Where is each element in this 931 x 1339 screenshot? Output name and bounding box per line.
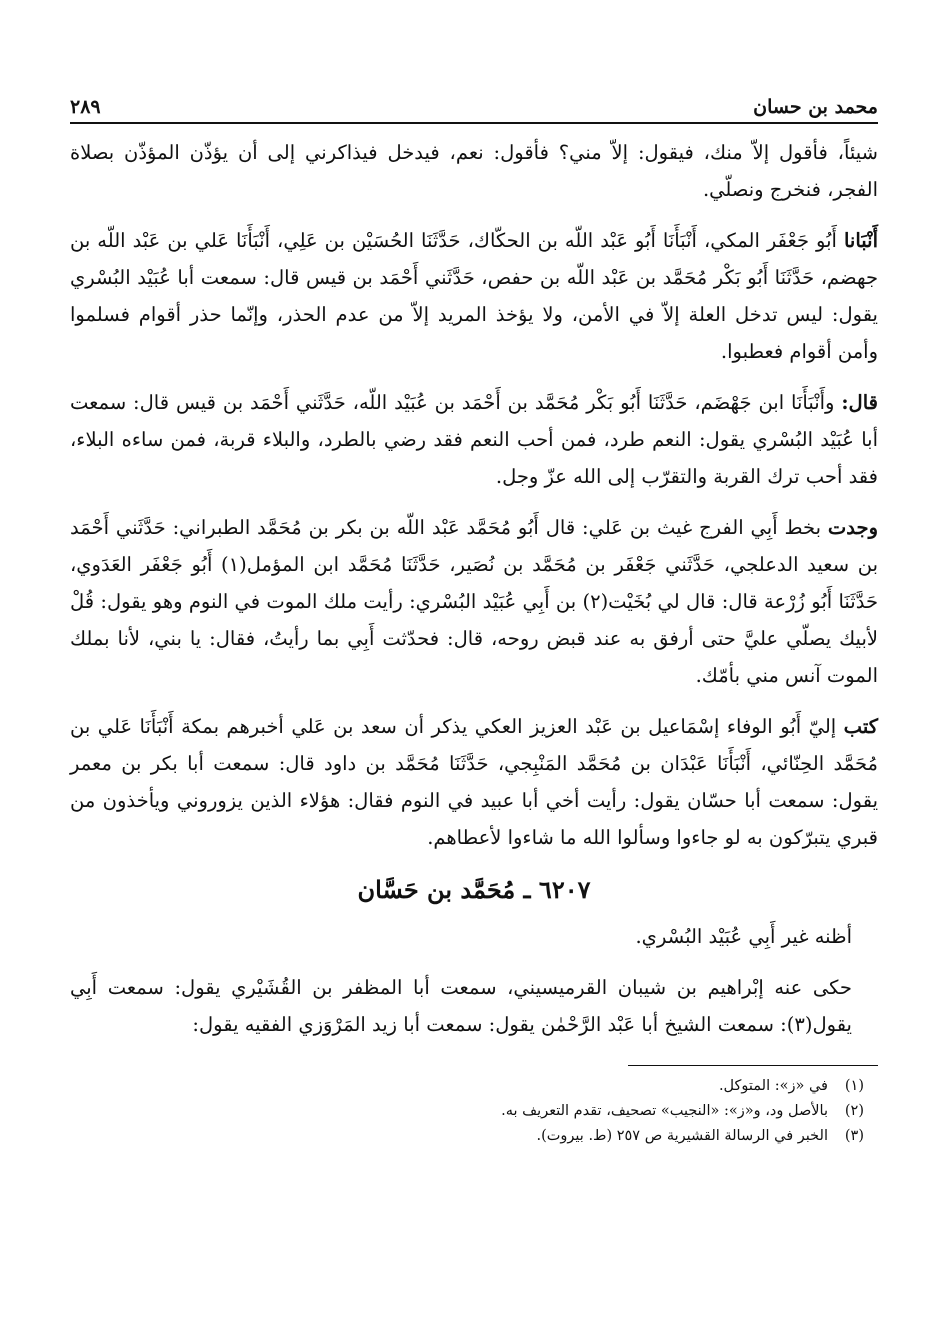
footnote-text: الخبر في الرسالة القشيرية ص ٢٥٧ (ط. بيروت).	[536, 1128, 828, 1144]
entry-heading: ٦٢٠٧ ـ مُحَمَّد بن حَسَّان	[357, 875, 591, 904]
paragraph-lead: وجدت	[827, 516, 878, 539]
footnote-number: (١)	[844, 1078, 864, 1094]
paragraph-lead: أَنْبَانا	[843, 229, 878, 252]
entry-note: أظنه غير أَبِي عُبَيْد البُسْري.	[635, 925, 852, 948]
paragraph	[70, 384, 878, 495]
paragraph	[70, 222, 878, 370]
paragraph	[70, 509, 878, 694]
paragraph	[70, 134, 878, 208]
footnote-text: بالأصل ود، و«ز»: «النجيب» تصحيف، تقدم التعريف به.	[501, 1103, 828, 1119]
footnote	[70, 1074, 878, 1099]
document-page	[70, 78, 878, 1308]
footnote-number: (٣)	[844, 1128, 864, 1144]
footnote-text: في «ز»: المتوكل.	[718, 1078, 828, 1094]
running-header	[70, 78, 878, 124]
paragraph-text: إليّ أَبُو الوفاء إسْمَاعيل بن عَبْد العزيز العكي يذكر أن سعد بن عَلي أخبرهم بمكة أَنْبَأَنَا عَلي بن مُحَمَّد الحِنّائي، أَنْبَأَنَا عَبْدَان بن مُحَمَّد المَنْبِجي، حَدَّثَنَا مُحَمَّد بن داود قال: سمعت أبا بكر بن معمر يقول: سمعت أبا حسّان يقول: رأيت أخي أبا عبيد في النوم فقال: هؤلاء الذين يزوروني ويأخذون من قبري يتبرّكون به لو جاءوا وسألوا الله ما شاءوا لأعطاهم.	[70, 715, 878, 849]
paragraph-text: أَبُو جَعْفَر المكي، أَنْبَأَنَا أَبُو عَبْد اللّه بن الحكّاك، حَدَّثَنَا الحُسَيْن بن عَلِي، أَنْبَأَنَا عَلي بن عَبْد اللّه بن جهضم، حَدَّثَنَا أَبُو بَكْر مُحَمَّد بن عَبْد اللّه بن حفص، حَدَّثَني أَحْمَد بن قيس قال: سمعت أبا عُبَيْد البُسْري يقول: ليس تدخل العلة إلاّ في الأمن، ولا يؤخذ المريد إلاّ من عدم الحذر، وإنّما حذر أقوام فسلموا وأمن أقوام فعطبوا.	[70, 229, 878, 363]
footnotes-divider	[628, 1065, 878, 1066]
paragraph-lead: كتب	[843, 715, 878, 738]
paragraph-text: بخط أَبِي الفرج غيث بن عَلي: قال أَبُو مُحَمَّد عَبْد اللّه بن بكر بن مُحَمَّد الطبراني: حَدَّثَني أَحْمَد بن سعيد الدعلجي، حَدَّثَني جَعْفَر بن مُحَمَّد بن نُصَير، حَدَّثَنَا مُحَمَّد ابن المؤمل(١) أَبُو جَعْفَر العَدَوي، حَدَّثَنَا أَبُو زُرْعة قال: قال لي بُخَيْت(٢) بن أَبِي عُبَيْد البُسْري: رأيت ملك الموت في النوم وهو يقول: قُلْ لأبيك يصلّي عليَّ حتى أرفق به عند قبض روحه، قال: فحدّثت أَبِي بما رأيتُ، فقال: يا بني، لأنا بملك الموت آنس مني بأمّك.	[70, 516, 879, 687]
footnote	[70, 1124, 878, 1149]
footnote	[70, 1099, 878, 1124]
entry-text: حكى عنه إبْراهيم بن شيبان القرميسيني، سمعت أبا المظفر بن القُشَيْري يقول: سمعت أَبِي يقول(٣): سمعت الشيخ أبا عَبْد الرَّحْمٰن يقول: سمعت أبا زيد المَرْوَزي الفقيه يقول:	[70, 976, 852, 1036]
running-title: محمد بن حسان	[753, 96, 878, 118]
paragraph-text: شيئاً، فأقول إلاّ منك، فيقول: إلاّ مني؟ فأقول: نعم، فيدخل فيذاكرني إلى أن يؤذّن المؤذّن بصلاة الفجر، فنخرج ونصلّي.	[70, 141, 878, 201]
paragraph-lead: قال:	[841, 391, 878, 414]
page-number: ٢٨٩	[70, 96, 101, 118]
footnotes	[70, 1074, 878, 1149]
paragraph-text: وأَنْبَأَنَا ابن جَهْضَم، حَدَّثَنَا أَبُو بَكْر مُحَمَّد بن أَحْمَد بن عُبَيْد اللّه، حَدَّثَني أَحْمَد بن قيس قال: سمعت أبا عُبَيْد البُسْري يقول: النعم طرد، فمن أحب النعم فقد رضي بالطرد، والبلاء قربة، فمن ساءه البلاء، فقد أحب ترك القربة والتقرّب إلى الله عزّ وجل.	[70, 391, 878, 488]
footnote-number: (٢)	[844, 1103, 864, 1119]
body-text	[70, 134, 878, 1043]
paragraph	[70, 708, 878, 856]
